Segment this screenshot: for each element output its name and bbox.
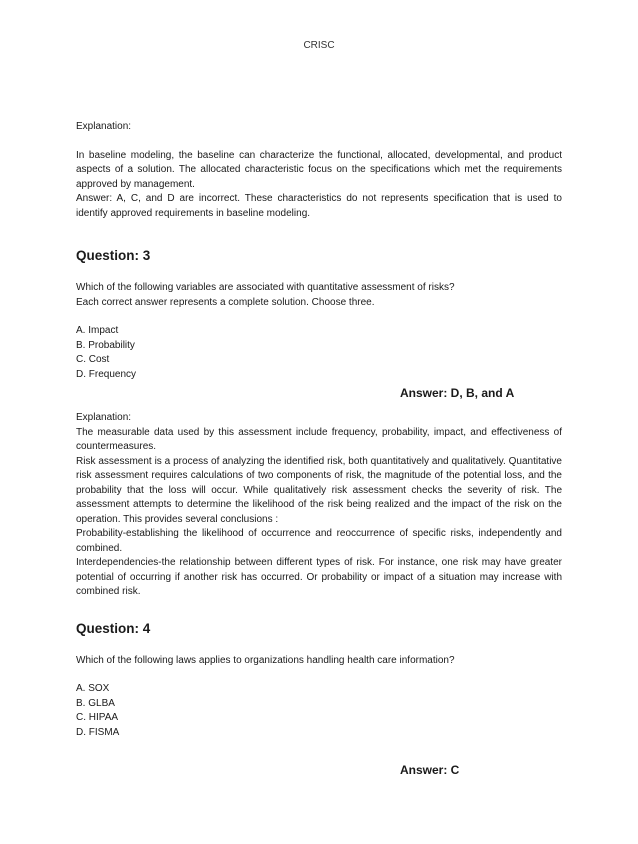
option-d: D. Frequency [76,368,137,380]
question-3-answer: Answer: D, B, and A [400,386,515,400]
explanation-paragraph: The measurable data used by this assessment include frequency, probability, impact, and effectiveness of countermeasures. [76,426,562,452]
document-body [76,120,562,778]
question-3-prompt: Which of the following variables are associated with quantitative assessment of risks? [76,282,455,293]
explanation-paragraph: Risk assessment is a process of analyzing the identified risk, both quantitatively and qualitatively. Quantitative risk assessment requires calculations of two components of risk, the magnitude of the potential loss, and the probability that the loss will occur. While qualitatively risk assessment checks the severity of risk. The assessment attempts to determine the likelihood of the risk being realized and the impact of the risk on the operation. This provides several conclusions : [76,455,562,525]
option-a: A. SOX [76,683,110,694]
explanation-paragraph: Probability-establishing the likelihood of occurrence and reoccurrence of specific risks, independently and combined. [76,528,562,554]
explanation-label: Explanation: [76,121,132,132]
option-a: A. Impact [76,325,119,336]
explanation-paragraph: Answer: A, C, and D are incorrect. These characteristics do not represents specification that is used to identify approved requirements in baseline modeling. [76,193,562,219]
option-c: C. HIPAA [76,712,119,723]
option-b: B. GLBA [76,697,115,709]
question-4-title: Question: 4 [76,620,151,636]
page-header-title: CRISC [303,40,335,51]
question-3-options [76,324,562,382]
option-c: C. Cost [76,354,110,365]
option-b: B. Probability [76,339,135,351]
explanation-paragraph: Interdependencies-the relationship between different types of risk. For instance, one risk may have greater potential of occurring if another risk has occurred. Or probability or impact of a situation may increase with combined risk. [76,557,562,597]
explanation-label: Explanation: [76,412,132,423]
option-d: D. FISMA [76,726,120,738]
question-4-answer: Answer: C [400,763,460,777]
question-4-options [76,682,562,740]
explanation-paragraph: In baseline modeling, the baseline can characterize the functional, allocated, developmental, and product aspects of a solution. The allocated characteristic focus on the specifications which met the requirements approved by management. [76,149,562,190]
question-4-prompt: Which of the following laws applies to organizations handling health care information? [76,654,455,666]
question-3-title: Question: 3 [76,248,151,263]
question-3-instruction: Each correct answer represents a complete solution. Choose three. [76,296,375,308]
